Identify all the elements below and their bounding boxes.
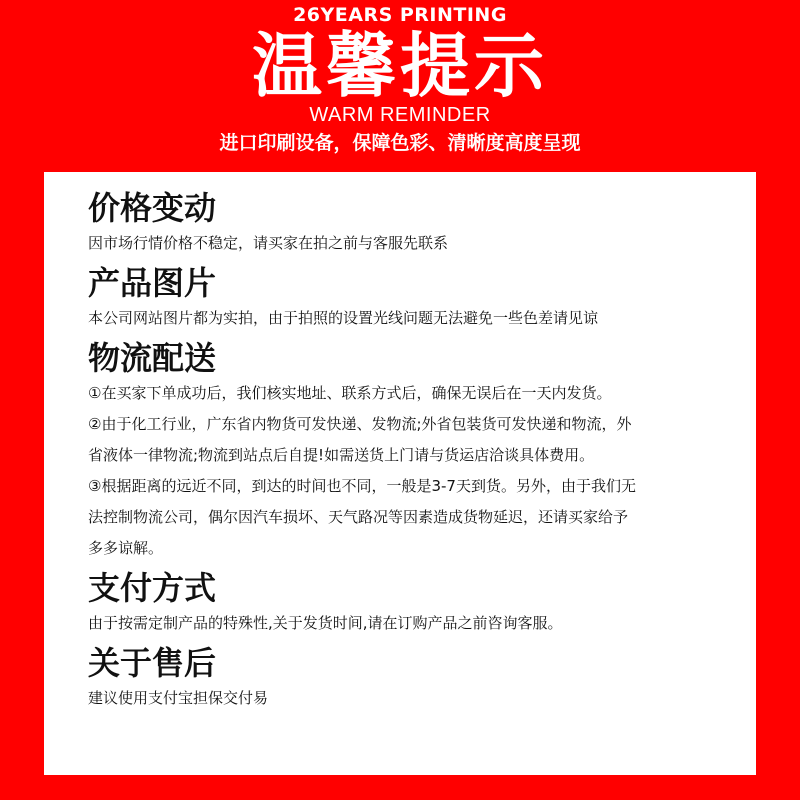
header-subtitle-english: WARM REMINDER <box>309 104 491 126</box>
header-slogan: 进口印刷设备，保障色彩、清晰度高度呈现 <box>219 132 581 154</box>
section-line: ②由于化工行业，广东省内物货可发快递、发物流;外省包装货可发快递和物流，外 <box>88 415 632 433</box>
section-aftersales <box>88 643 718 714</box>
section-payment <box>88 568 718 639</box>
section-shipping <box>88 338 718 564</box>
notice-card <box>44 172 756 775</box>
section-title: 物流配送 <box>88 339 217 377</box>
section-price <box>88 188 718 259</box>
section-title: 支付方式 <box>88 569 217 607</box>
section-images <box>88 263 718 334</box>
section-line: 由于按需定制产品的特殊性,关于发货时间,请在订购产品之前咨询客服。 <box>88 614 563 632</box>
section-title: 价格变动 <box>88 189 217 227</box>
header-title: 温馨提示 <box>252 25 548 107</box>
header-top-english: 26YEARS PRINTING <box>293 4 507 26</box>
section-line: 建议使用支付宝担保交付易 <box>88 689 269 707</box>
notice-content <box>88 188 718 714</box>
section-line: 本公司网站图片都为实拍，由于拍照的设置光线问题无法避免一些色差请见谅 <box>88 309 599 327</box>
section-title: 关于售后 <box>88 644 217 682</box>
section-line: 因市场行情价格不稳定，请买家在拍之前与客服先联系 <box>88 234 449 252</box>
section-line: 省液体一律物流;物流到站点后自提!如需送货上门请与货运店洽谈具体费用。 <box>88 446 595 464</box>
section-line: ③根据距离的远近不同，到达的时间也不同，一般是3-7天到货。另外，由于我们无 <box>88 477 636 495</box>
section-title: 产品图片 <box>88 264 217 302</box>
header <box>0 0 800 165</box>
section-line: ①在买家下单成功后，我们核实地址、联系方式后，确保无误后在一天内发货。 <box>88 384 612 402</box>
section-line: 多多谅解。 <box>88 539 164 557</box>
section-line: 法控制物流公司，偶尔因汽车损坏、天气路况等因素造成货物延迟，还请买家给予 <box>88 508 629 526</box>
